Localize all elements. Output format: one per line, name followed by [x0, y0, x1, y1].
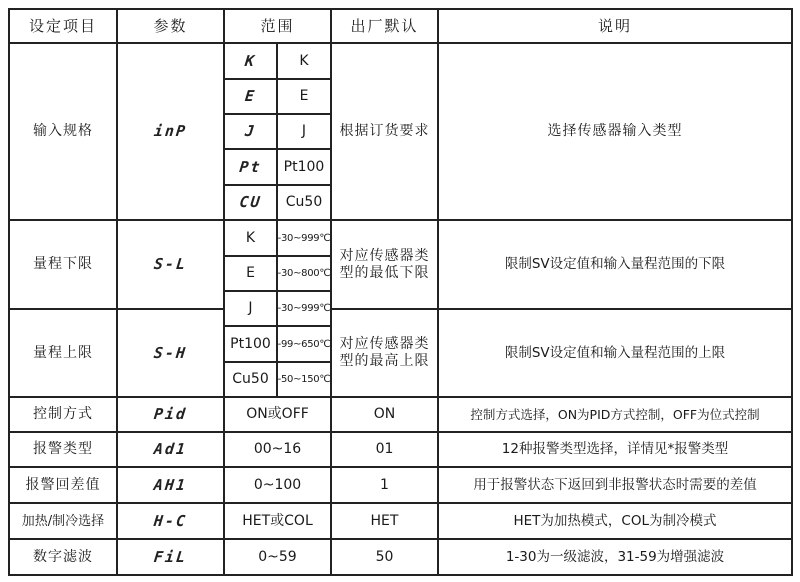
default-sl [331, 220, 438, 309]
col-line-4 [437, 8, 439, 576]
desc-sl: 限制SV设定值和输入量程范围的下限 [504, 256, 726, 272]
border-left [8, 8, 10, 576]
sensor-k: K [245, 229, 256, 246]
col-line-3 [330, 8, 332, 576]
range-label-k: K [299, 52, 309, 69]
default-pid: ON [373, 406, 396, 422]
row-line-ranges-end [9, 396, 793, 398]
header-item: 设定项目 [28, 16, 97, 35]
range-label-pt100: Pt100 [283, 158, 325, 175]
range-fil: 0~59 [258, 548, 297, 565]
row-line-pid [9, 431, 793, 433]
default-hc: HET [370, 512, 399, 529]
row-line-sl-right [331, 308, 793, 310]
range-ad1: 00~16 [253, 441, 302, 457]
param-sh: S-H [153, 343, 189, 362]
range-code-j: J [244, 122, 258, 140]
range-code-k: K [244, 51, 258, 70]
param-ad1: Ad1 [153, 440, 189, 458]
subrow-line [224, 184, 331, 186]
sensor-k-range: -30~999℃ [277, 232, 331, 244]
desc-ah1: 用于报警状态下返回到非报警状态时需要的差值 [473, 476, 757, 493]
sensor-pt100: Pt100 [230, 335, 271, 352]
header-description: 说明 [597, 16, 632, 35]
border-top [9, 8, 793, 10]
subrow-line [224, 255, 331, 257]
subrow-line [224, 78, 331, 80]
subrow-line [224, 361, 331, 363]
item-alarm-type: 报警类型 [33, 441, 93, 457]
sensor-cu50: Cu50 [232, 371, 269, 387]
col-line-1 [116, 8, 118, 576]
item-alarm-hysteresis: 报警回差值 [25, 476, 101, 493]
subrow-line [224, 325, 331, 327]
row-line-hc [9, 538, 793, 540]
border-right [791, 8, 793, 576]
range-code-pt: Pt [238, 157, 263, 176]
header-param: 参数 [153, 16, 188, 35]
param-ah1: AH1 [153, 475, 189, 494]
item-digital-filter: 数字滤波 [33, 548, 93, 565]
desc-sh: 限制SV设定值和输入量程范围的上限 [504, 344, 726, 361]
range-hc: HET或COL [242, 512, 313, 529]
range-code-e: E [244, 87, 258, 105]
sensor-cu50-range: -50~150℃ [277, 374, 331, 385]
desc-ad1: 12种报警类型选择，详情见*报警类型 [501, 441, 729, 457]
default-ah1: 1 [380, 476, 389, 493]
item-range-low: 量程下限 [33, 256, 93, 272]
param-inp: inP [153, 122, 189, 140]
col-line-2 [223, 8, 225, 576]
item-control-mode: 控制方式 [33, 406, 93, 422]
subrow-line [224, 290, 331, 292]
range-pid: ON或OFF [246, 406, 309, 422]
row-line-ad1 [9, 466, 793, 468]
param-fil: FiL [153, 547, 189, 566]
border-bottom [9, 574, 793, 576]
row-line-header [9, 42, 793, 44]
range-label-j: J [301, 123, 307, 139]
default-fil: 50 [375, 548, 394, 565]
sensor-pt100-range: -99~650℃ [277, 338, 331, 350]
sensor-j-range: -30~999℃ [277, 303, 331, 314]
default-inp: 根据订货要求 [339, 123, 430, 139]
row-line-sl-left [9, 308, 224, 310]
param-sl: S-L [153, 255, 189, 273]
row-line-inp [9, 219, 793, 221]
item-range-high: 量程上限 [33, 344, 93, 361]
item-heat-cool: 加热/制冷选择 [21, 513, 105, 529]
subrow-line [224, 113, 331, 115]
subrow-line [224, 148, 331, 150]
sensor-e: E [246, 265, 255, 281]
range-label-e: E [299, 88, 309, 104]
sensor-j: J [248, 300, 253, 316]
param-hc: H-C [153, 511, 189, 530]
range-code-cu: CU [238, 193, 263, 211]
default-sh-line2: 型的最高上限 [339, 353, 430, 369]
header-range: 范围 [260, 16, 295, 35]
param-pid: Pid [153, 405, 189, 423]
default-sl-line2: 型的最低下限 [339, 264, 430, 281]
desc-fil: 1-30为一级滤波，31-59为增强滤波 [505, 548, 725, 565]
header-default: 出厂默认 [350, 16, 419, 35]
sensor-e-range: -30~800℃ [277, 268, 331, 279]
range-label-cu50: Cu50 [285, 194, 323, 210]
default-ad1: 01 [375, 441, 394, 457]
row-line-ah1 [9, 502, 793, 504]
default-sh [331, 309, 438, 397]
desc-hc: HET为加热模式，COL为制冷模式 [513, 512, 717, 529]
desc-pid: 控制方式选择，ON为PID方式控制，OFF为位式控制 [470, 407, 760, 422]
default-sl-line1: 对应传感器类 [339, 247, 430, 264]
default-sh-line1: 对应传感器类 [339, 336, 430, 352]
item-input-spec: 输入规格 [33, 123, 93, 139]
range-ah1: 0~100 [253, 476, 302, 493]
desc-inp: 选择传感器输入类型 [547, 123, 683, 139]
